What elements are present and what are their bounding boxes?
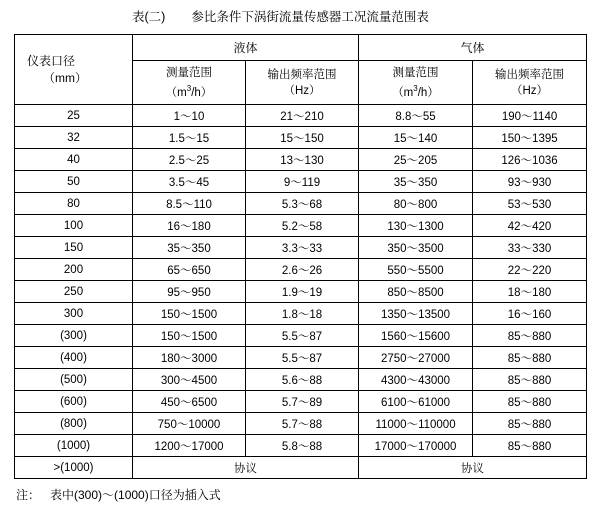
table-note bbox=[14, 486, 586, 504]
table-row bbox=[15, 193, 587, 215]
table-row bbox=[15, 281, 587, 303]
cell-diameter: (600) bbox=[15, 391, 133, 413]
caption-number: 表(二) bbox=[132, 10, 166, 24]
cell-gas-range: 6100～61000 bbox=[359, 391, 473, 413]
cell-gas-freq: 42～420 bbox=[473, 215, 587, 237]
header-gas-freq-line1: 输出频率范围 bbox=[495, 68, 565, 81]
table-row bbox=[15, 237, 587, 259]
cell-liquid-range: 1200～17000 bbox=[133, 435, 246, 457]
cell-gas-range: 4300～43000 bbox=[359, 369, 473, 391]
cell-gas-freq: 85～880 bbox=[473, 347, 587, 369]
cell-diameter: 32 bbox=[15, 127, 133, 149]
cell-gas-freq: 22～220 bbox=[473, 259, 587, 281]
cell-gas-range: 17000～170000 bbox=[359, 435, 473, 457]
cell-diameter: 25 bbox=[15, 105, 133, 127]
table-row bbox=[15, 171, 587, 193]
cell-liquid-range: 65～650 bbox=[133, 259, 246, 281]
cell-liquid-freq: 13～130 bbox=[246, 149, 359, 171]
cell-gas-freq: 85～880 bbox=[473, 413, 587, 435]
cell-liquid-range: 750～10000 bbox=[133, 413, 246, 435]
cell-gas-range: 130～1300 bbox=[359, 215, 473, 237]
cell-gas-range: 350～3500 bbox=[359, 237, 473, 259]
cell-diameter: 250 bbox=[15, 281, 133, 303]
header-gas-freq-line2: （Hz） bbox=[510, 84, 549, 97]
caption-title: 参比条件下涡街流量传感器工况流量范围表 bbox=[191, 10, 429, 24]
cell-liquid-range: 1～10 bbox=[133, 105, 246, 127]
table-row bbox=[15, 215, 587, 237]
cell-liquid-range: 35～350 bbox=[133, 237, 246, 259]
cell-gas-freq: 85～880 bbox=[473, 325, 587, 347]
cell-gas-freq: 126～1036 bbox=[473, 149, 587, 171]
cell-gas-range: 15～140 bbox=[359, 127, 473, 149]
cell-liquid-freq: 2.6～26 bbox=[246, 259, 359, 281]
cell-gas-range: 550～5500 bbox=[359, 259, 473, 281]
header-cell-liquid: 液体 bbox=[133, 35, 359, 61]
table-row bbox=[15, 259, 587, 281]
cell-liquid-range: 180～3000 bbox=[133, 347, 246, 369]
cell-diameter: 200 bbox=[15, 259, 133, 281]
header-cell-diameter bbox=[15, 35, 133, 105]
header-cell-gas-range bbox=[359, 61, 473, 105]
table-row bbox=[15, 127, 587, 149]
cell-liquid-range: 150～1500 bbox=[133, 325, 246, 347]
cell-liquid-freq: 21～210 bbox=[246, 105, 359, 127]
cell-diameter: (400) bbox=[15, 347, 133, 369]
cell-liquid-freq: 5.8～88 bbox=[246, 435, 359, 457]
cell-liquid-freq: 1.9～19 bbox=[246, 281, 359, 303]
table-header bbox=[15, 35, 587, 105]
table-row bbox=[15, 369, 587, 391]
cell-liquid-range: 1.5～15 bbox=[133, 127, 246, 149]
header-diameter-line2: （mm） bbox=[43, 70, 87, 85]
cell-diameter: 300 bbox=[15, 303, 133, 325]
header-liquid-range-line2: $(m^3/h)$ bbox=[165, 83, 213, 99]
cell-diameter: (300) bbox=[15, 325, 133, 347]
cell-liquid-freq: 1.8～18 bbox=[246, 303, 359, 325]
cell-diameter: 100 bbox=[15, 215, 133, 237]
cell-gas-freq: 93～930 bbox=[473, 171, 587, 193]
cell-gas-freq: 16～160 bbox=[473, 303, 587, 325]
header-cell-gas: 气体 bbox=[359, 35, 587, 61]
cell-liquid-range: 450～6500 bbox=[133, 391, 246, 413]
cell-gas-range: 2750～27000 bbox=[359, 347, 473, 369]
cell-liquid-range: 8.5～110 bbox=[133, 193, 246, 215]
cell-liquid-range: 95～950 bbox=[133, 281, 246, 303]
cell-diameter: (1000) bbox=[15, 435, 133, 457]
cell-gas-range: 8.8～55 bbox=[359, 105, 473, 127]
cell-gas-range: 25～205 bbox=[359, 149, 473, 171]
cell-liquid-agreement: 协议 bbox=[133, 457, 359, 479]
cell-diameter: (500) bbox=[15, 369, 133, 391]
table-caption bbox=[14, 8, 586, 26]
table-row bbox=[15, 149, 587, 171]
cell-diameter: 150 bbox=[15, 237, 133, 259]
cell-liquid-freq: 5.5～87 bbox=[246, 325, 359, 347]
cell-diameter: 80 bbox=[15, 193, 133, 215]
table-row bbox=[15, 325, 587, 347]
cell-gas-range: 80～800 bbox=[359, 193, 473, 215]
header-liquid-freq-line2: （Hz） bbox=[283, 84, 321, 97]
header-cell-liquid-freq bbox=[246, 61, 359, 105]
cell-liquid-freq: 5.5～87 bbox=[246, 347, 359, 369]
cell-liquid-freq: 5.6～88 bbox=[246, 369, 359, 391]
header-diameter-line1: 仪表口径 bbox=[27, 53, 76, 68]
flow-range-table bbox=[14, 34, 587, 479]
cell-gas-range: 850～8500 bbox=[359, 281, 473, 303]
cell-gas-freq: 53～530 bbox=[473, 193, 587, 215]
table-row bbox=[15, 391, 587, 413]
header-cell-liquid-range bbox=[133, 61, 246, 105]
cell-liquid-freq: 9～119 bbox=[246, 171, 359, 193]
cell-gas-freq: 85～880 bbox=[473, 391, 587, 413]
cell-gas-range: 11000～110000 bbox=[359, 413, 473, 435]
table-body bbox=[15, 105, 587, 479]
cell-diameter: 40 bbox=[15, 149, 133, 171]
cell-liquid-freq: 5.3～68 bbox=[246, 193, 359, 215]
cell-liquid-freq: 5.7～89 bbox=[246, 391, 359, 413]
header-cell-gas-freq bbox=[473, 61, 587, 105]
header-liquid-freq-line1: 输出频率范围 bbox=[267, 68, 337, 81]
cell-liquid-range: 2.5～25 bbox=[133, 149, 246, 171]
note-label: 注： bbox=[16, 488, 41, 502]
cell-liquid-range: 3.5～45 bbox=[133, 171, 246, 193]
cell-liquid-range: 16～180 bbox=[133, 215, 246, 237]
cell-gas-range: 1350～13500 bbox=[359, 303, 473, 325]
cell-liquid-range: 300～4500 bbox=[133, 369, 246, 391]
cell-liquid-freq: 15～150 bbox=[246, 127, 359, 149]
cell-liquid-freq: 5.2～58 bbox=[246, 215, 359, 237]
cell-gas-range: 35～350 bbox=[359, 171, 473, 193]
header-liquid-range-line1: 测量范围 bbox=[166, 66, 212, 79]
header-gas-range-line1: 测量范围 bbox=[392, 66, 439, 79]
table-row bbox=[15, 435, 587, 457]
cell-diameter: 50 bbox=[15, 171, 133, 193]
cell-gas-freq: 190～1140 bbox=[473, 105, 587, 127]
cell-gas-range: 1560～15600 bbox=[359, 325, 473, 347]
table-header-row-groups bbox=[15, 35, 587, 61]
cell-gas-freq: 85～880 bbox=[473, 435, 587, 457]
cell-gas-freq: 85～880 bbox=[473, 369, 587, 391]
cell-gas-freq: 18～180 bbox=[473, 281, 587, 303]
table-row bbox=[15, 105, 587, 127]
table-row bbox=[15, 303, 587, 325]
cell-diameter: >(1000) bbox=[15, 457, 133, 479]
cell-liquid-freq: 5.7～88 bbox=[246, 413, 359, 435]
table-row bbox=[15, 347, 587, 369]
cell-liquid-freq: 3.3～33 bbox=[246, 237, 359, 259]
header-gas-range-line2: $(m^3/h)$ bbox=[392, 83, 439, 99]
cell-gas-freq: 150～1395 bbox=[473, 127, 587, 149]
cell-diameter: (800) bbox=[15, 413, 133, 435]
cell-gas-freq: 33～330 bbox=[473, 237, 587, 259]
note-text: 表中(300)～(1000)口径为插入式 bbox=[50, 488, 221, 502]
cell-liquid-range: 150～1500 bbox=[133, 303, 246, 325]
table-row-last bbox=[15, 457, 587, 479]
cell-gas-agreement: 协议 bbox=[359, 457, 587, 479]
table-row bbox=[15, 413, 587, 435]
